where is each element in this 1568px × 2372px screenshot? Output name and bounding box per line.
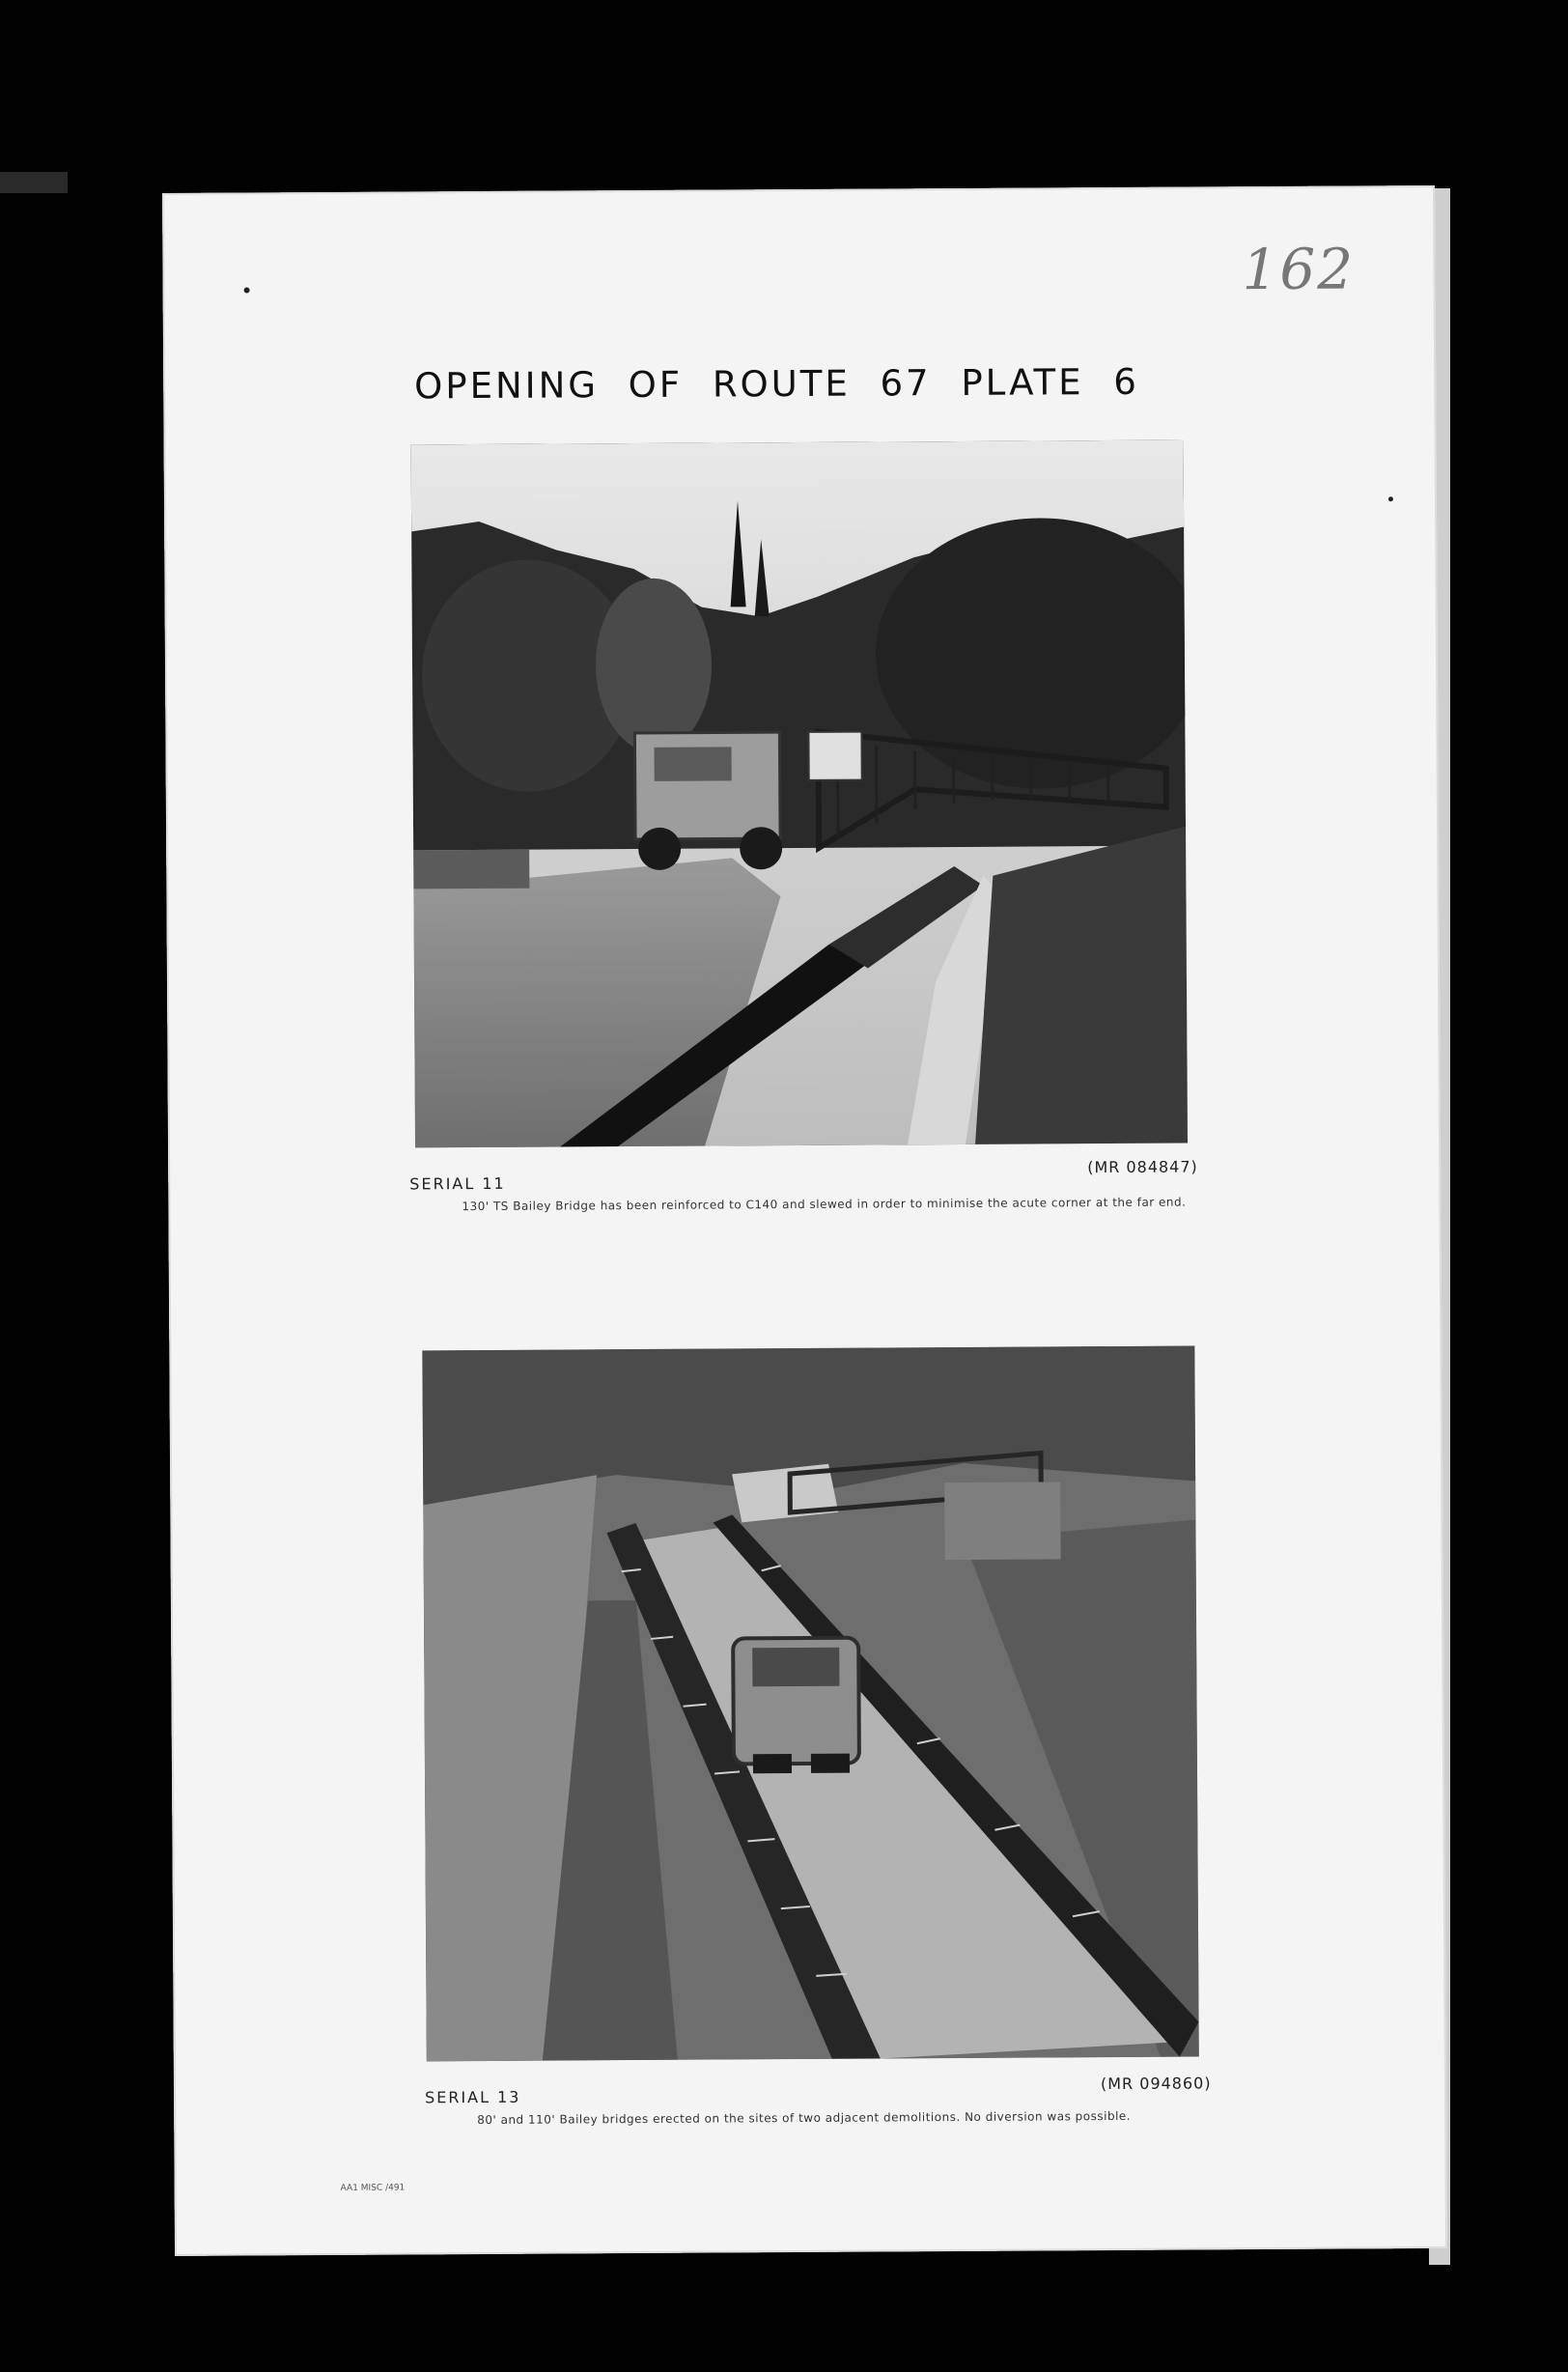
- serial-label: SERIAL 11: [409, 1173, 506, 1194]
- bridge-photo-2: [422, 1345, 1198, 2061]
- photo-caption: 130' TS Bailey Bridge has been reinforced to C140 and slewed in order to minimise the acute corner at the far end.: [462, 1195, 1187, 1214]
- bridge-photo-1: [411, 440, 1188, 1148]
- photo-serial-11: [411, 440, 1188, 1148]
- footer-code: AA1 MISC /491: [340, 2183, 406, 2193]
- photo-serial-13: [422, 1345, 1198, 2061]
- scanner-edge-artifact: [0, 172, 68, 193]
- document-page: [162, 185, 1447, 2256]
- map-reference: (MR 084847): [1087, 1157, 1198, 1177]
- dust-speck: [1388, 496, 1393, 501]
- page-title: OPENING OF ROUTE 67 PLATE 6: [414, 360, 1140, 408]
- photo-caption: 80' and 110' Bailey bridges erected on the sites of two adjacent demolitions. No diversion was possible.: [477, 2108, 1132, 2128]
- dust-speck: [244, 287, 250, 293]
- serial-label: SERIAL 13: [424, 2087, 521, 2107]
- handwritten-page-number: 162: [1242, 236, 1356, 303]
- map-reference: (MR 094860): [1100, 2074, 1212, 2094]
